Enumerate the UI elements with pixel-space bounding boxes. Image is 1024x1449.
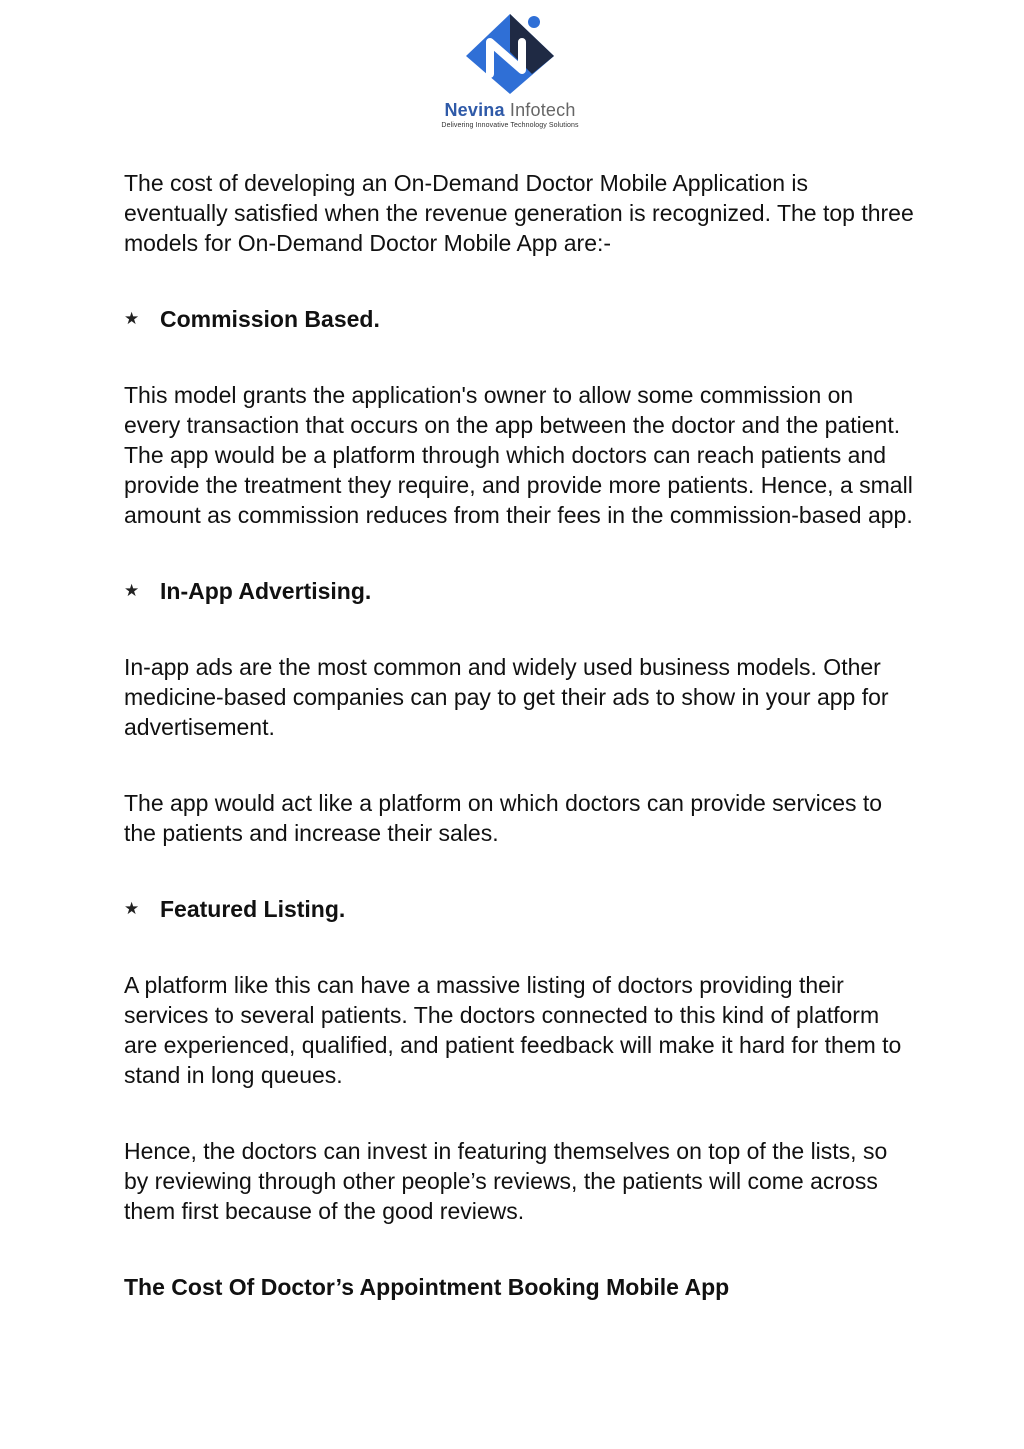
paragraph: This model grants the application's owner to allow some commission on every transaction that occurs on the app between the doctor and the patient. The app would be a platform through which doctors can reach patients and provide the treatment they require, and provide more patients. Hence, a small amount as commission reduces from their fees in the commission-based app. — [124, 382, 913, 528]
intro-paragraph: The cost of developing an On-Demand Doctor Mobile Application is eventually satisfied when the revenue generation is recognized. The top three models for On-Demand Doctor Mobile App are:- — [124, 170, 914, 256]
paragraph: In-app ads are the most common and widely used business models. Other medicine-based companies can pay to get their ads to show in your app for advertisement. — [124, 654, 889, 740]
section-heading-featured-listing — [124, 894, 914, 924]
company-logo — [420, 12, 600, 132]
section-heading-text: Commission Based. — [160, 306, 380, 332]
paragraph: The app would act like a platform on which doctors can provide services to the patients and increase their sales. — [124, 790, 883, 846]
brand-name-sub: Infotech — [504, 100, 576, 120]
section-heading-text: In-App Advertising. — [160, 578, 372, 604]
paragraph: A platform like this can have a massive listing of doctors providing their services to several patients. The doctors connected to this kind of platform are experienced, qualified, and patient feedback will make it hard for them to stand in long queues. — [124, 972, 902, 1088]
brand-name-main: Nevina — [444, 100, 505, 120]
brand-tagline: Delivering Innovative Technology Solutions — [441, 122, 579, 129]
star-bullet-icon: ★ — [124, 581, 140, 600]
document-body — [124, 168, 914, 1302]
star-bullet-icon: ★ — [124, 309, 140, 328]
star-bullet-icon: ★ — [124, 899, 140, 918]
final-heading: The Cost Of Doctor’s Appointment Booking Mobile App — [124, 1274, 730, 1300]
brand-name — [420, 100, 600, 121]
paragraph: Hence, the doctors can invest in featuring themselves on top of the lists, so by reviewing through other people’s reviews, the patients will come across them first because of the good reviews. — [124, 1138, 888, 1224]
section-heading-commission — [124, 304, 914, 334]
nevina-n-logo-icon — [462, 12, 558, 96]
section-heading-text: Featured Listing. — [160, 896, 346, 922]
section-heading-advertising — [124, 576, 914, 606]
